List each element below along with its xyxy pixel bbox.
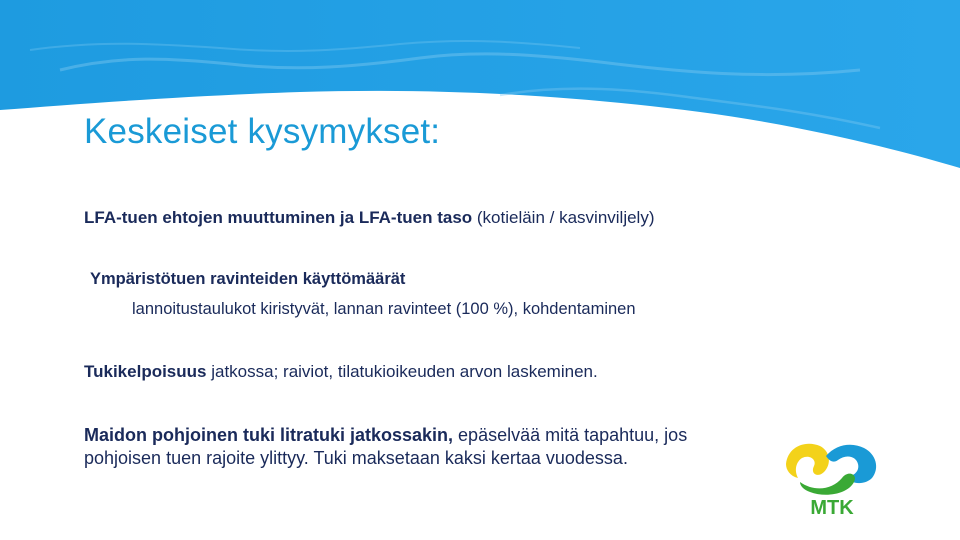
mtk-logo-mark — [780, 434, 884, 518]
bullet-lfa — [84, 208, 655, 228]
bullet-tukikelpoisuus-bold: Tukikelpoisuus — [84, 362, 207, 381]
bullet-ymparistotuki-bold: Ympäristötuen ravinteiden käyttömäärät — [90, 270, 406, 288]
bullet-maito — [84, 424, 687, 470]
sub-bullet-lannoitus-text: lannoitustaulukot kiristyvät, lannan ravinteet (100 %), kohdentaminen — [132, 300, 636, 318]
bullet-lfa-bold: LFA-tuen ehtojen muuttuminen ja LFA-tuen taso — [84, 208, 473, 227]
bullet-ymparistotuki — [90, 270, 405, 289]
bullet-maito-rest: epäselvää mitä tapahtuu, jos — [453, 425, 688, 445]
bullet-maito-bold: Maidon pohjoinen tuki litratuki jatkossakin, — [84, 425, 454, 445]
slide-title: Keskeiset kysymykset: — [84, 112, 441, 151]
sub-bullet-lannoitus — [132, 300, 636, 319]
bullet-lfa-rest: (kotieläin / kasvinviljely) — [472, 208, 655, 227]
bullet-maito-line2: pohjoisen tuen rajoite ylittyy. Tuki maksetaan kaksi kertaa vuodessa. — [84, 448, 628, 468]
bullet-tukikelpoisuus — [84, 362, 598, 382]
bullet-tukikelpoisuus-rest: jatkossa; raiviot, tilatukioikeuden arvon laskeminen. — [206, 362, 598, 381]
mtk-logo-text: MTK — [810, 497, 854, 518]
mtk-logo — [780, 434, 884, 518]
